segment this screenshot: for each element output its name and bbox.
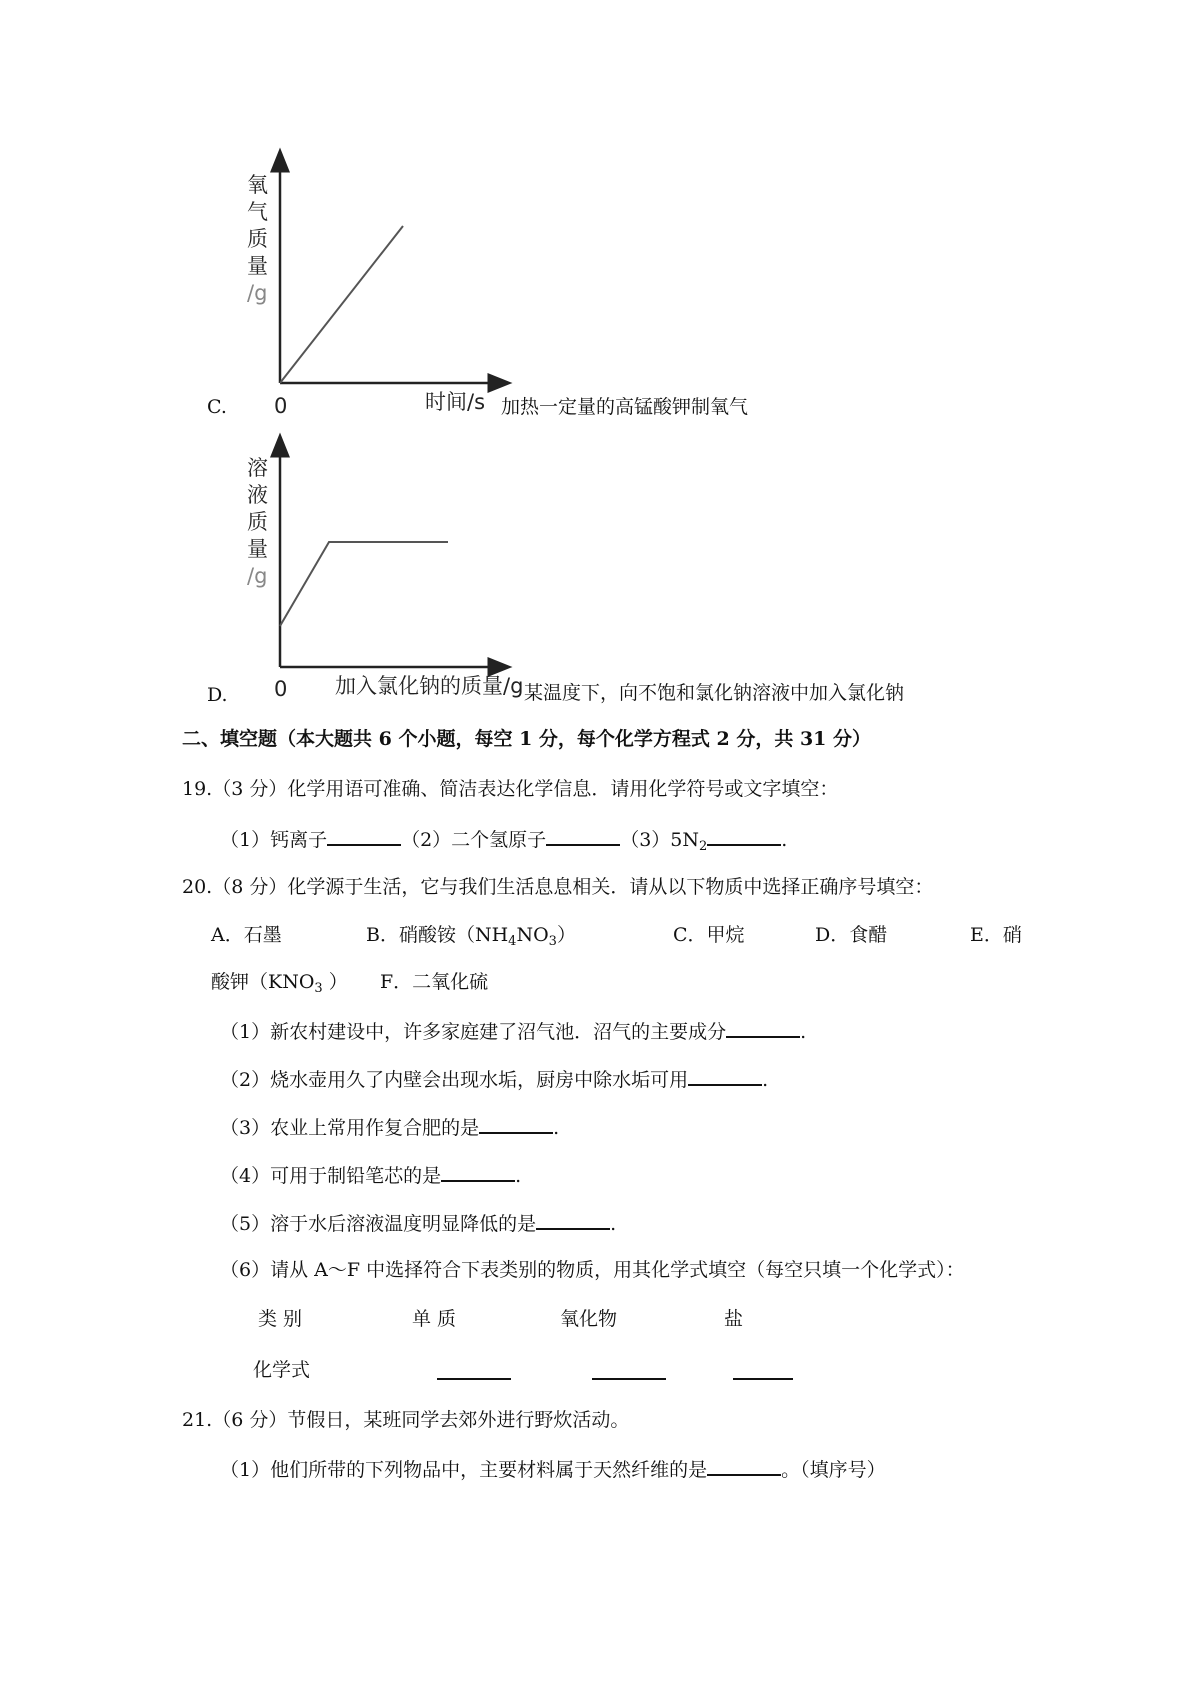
q19-stem: 19.（3 分）化学用语可准确、简洁表达化学信息．请用化学符号或文字填空： [182, 778, 839, 800]
q19-end: . [781, 829, 788, 851]
q20-stem: 20.（8 分）化学源于生活，它与我们生活息息相关．请从以下物质中选择正确序号填空： [182, 876, 934, 898]
q20-option-f: F．二氧化硫 [380, 971, 489, 993]
q20-sub5: （5）溶于水后溶液温度明显降低的是 . [220, 1210, 616, 1236]
q19-part2: （2）二个氢原子 [401, 829, 547, 851]
graph-c-x-label: 时间/s [425, 390, 486, 414]
graph-c-origin: 0 [274, 394, 288, 418]
q20-option-a: A．石墨 [211, 924, 282, 946]
q19-part1: （1）钙离子 [220, 829, 328, 851]
graph-d-origin: 0 [274, 677, 288, 701]
q20-sub2: （2）烧水壶用久了内壁会出现水垢，厨房中除水垢可用 . [220, 1066, 768, 1092]
table-header-category: 类 别 [258, 1308, 303, 1330]
q19-part3-sub: 2 [699, 839, 708, 854]
answer-blank[interactable] [479, 1114, 553, 1134]
section-heading: 二、填空题（本大题共 6 个小题，每空 1 分，每个化学方程式 2 分，共 31 分） [182, 728, 872, 750]
answer-blank[interactable] [733, 1360, 793, 1380]
table-header-salt: 盐 [724, 1308, 744, 1330]
answer-blank[interactable] [707, 1456, 781, 1476]
q20-sub6: （6）请从 A～F 中选择符合下表类别的物质，用其化学式填空（每空只填一个化学式）： [220, 1259, 965, 1281]
table-header-oxide: 氧化物 [560, 1308, 618, 1330]
answer-blank[interactable] [536, 1210, 610, 1230]
table-header-element: 单 质 [412, 1308, 457, 1330]
graph-c-line [280, 226, 403, 383]
q21-sub1: （1）他们所带的下列物品中，主要材料属于天然纤维的是 。（填序号） [220, 1456, 886, 1482]
answer-blank[interactable] [726, 1018, 800, 1038]
table-row-formula: 化学式 [253, 1359, 311, 1381]
q20-sub4: （4）可用于制铅笔芯的是 . [220, 1162, 521, 1188]
answer-blank[interactable] [688, 1066, 762, 1086]
q20-option-b: B．硝酸铵$(NH_4NO_3)$ [366, 924, 576, 949]
graph-c-y-label: 氧 气 质 量 /g [247, 173, 268, 305]
graph-c-caption: 加热一定量的高锰酸钾制氧气 [501, 396, 749, 418]
graph-d-option: D. [207, 684, 228, 706]
graph-d-caption: 某温度下，向不饱和氯化钠溶液中加入氯化钠 [524, 682, 905, 704]
q20-sub1: （1）新农村建设中，许多家庭建了沼气池．沼气的主要成分 . [220, 1018, 806, 1044]
answer-blank[interactable] [592, 1360, 666, 1380]
q20-option-e-part1: E．硝 [970, 924, 1022, 946]
q20-option-e-part2: 酸钾（$KNO_3$ ） [211, 971, 348, 996]
answer-blank[interactable] [707, 826, 781, 846]
answer-blank[interactable] [441, 1162, 515, 1182]
answer-blank[interactable] [546, 826, 620, 846]
graph-d-line [280, 542, 448, 626]
graph-d-y-label: 溶 液 质 量 /g [247, 456, 268, 588]
q19-parts [220, 826, 787, 852]
q21-stem: 21.（6 分）节假日，某班同学去郊外进行野炊活动。 [182, 1409, 630, 1431]
answer-blank[interactable] [327, 826, 401, 846]
answer-blank[interactable] [437, 1360, 511, 1380]
q20-sub3: （3）农业上常用作复合肥的是 . [220, 1114, 559, 1140]
q20-option-d: D．食醋 [815, 924, 888, 946]
graph-d-x-label: 加入氯化钠的质量/g [335, 674, 524, 698]
q19-part3: （3）5N [620, 829, 699, 851]
graph-c-option: C. [207, 396, 227, 418]
q20-option-c: C．甲烷 [673, 924, 745, 946]
